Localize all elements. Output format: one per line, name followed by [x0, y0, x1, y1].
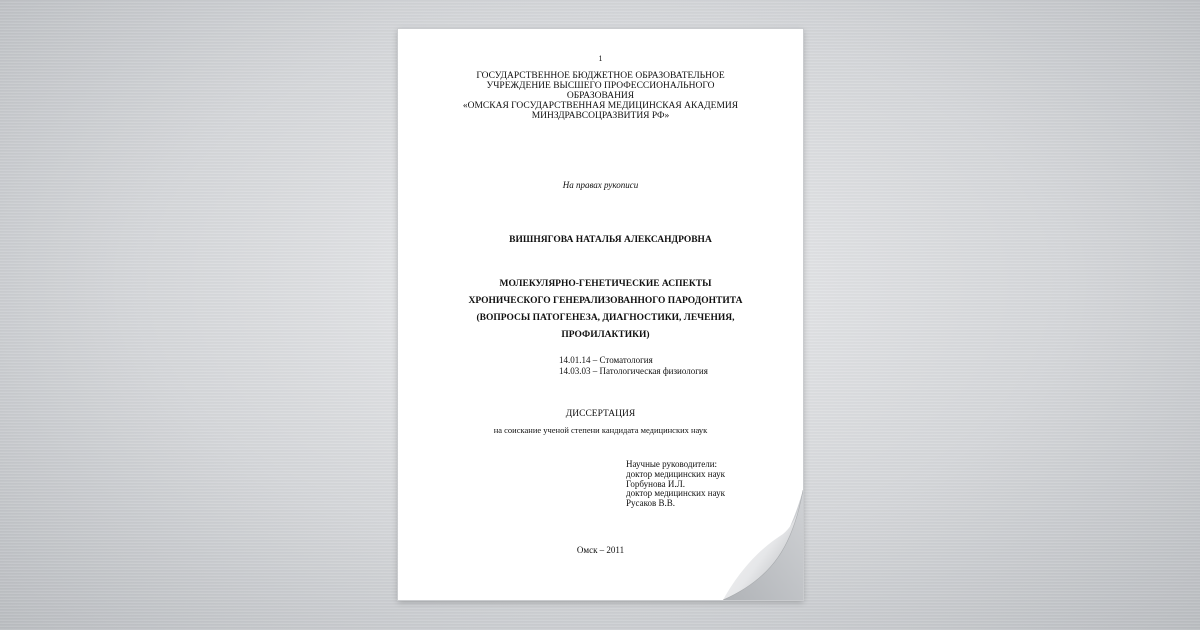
supervisor-1-degree: доктор медицинских наук	[626, 468, 725, 479]
specialty-2: 14.03.03 – Патологическая физиология	[559, 366, 708, 376]
title-line-1: МОЛЕКУЛЯРНО-ГЕНЕТИЧЕСКИЕ АСПЕКТЫ	[499, 279, 712, 289]
institution-line-2: УЧРЕЖДЕНИЕ ВЫСШЕГО ПРОФЕССИОНАЛЬНОГО	[486, 81, 715, 91]
title-line-2: ХРОНИЧЕСКОГО ГЕНЕРАЛИЗОВАННОГО ПАРОДОНТИТА	[468, 296, 743, 306]
author-name: ВИШНЯГОВА НАТАЛЬЯ АЛЕКСАНДРОВНА	[509, 235, 712, 245]
page-curl-icon	[723, 490, 803, 600]
supervisor-2-name: Русаков В.В.	[626, 498, 676, 509]
supervisor-1-name: Горбунова И.Л.	[626, 478, 685, 489]
page-number: 1	[598, 54, 603, 63]
institution-line-3: ОБРАЗОВАНИЯ	[566, 91, 635, 101]
institution-line-4: «ОМСКАЯ ГОСУДАРСТВЕННАЯ МЕДИЦИНСКАЯ АКАДЕМИЯ	[462, 101, 739, 111]
supervisor-2-degree: доктор медицинских наук	[626, 488, 725, 499]
document-page	[398, 29, 803, 600]
specialty-1: 14.01.14 – Стоматология	[559, 355, 653, 365]
institution-line-1: ГОСУДАРСТВЕННОЕ БЮДЖЕТНОЕ ОБРАЗОВАТЕЛЬНОЕ	[476, 71, 725, 81]
doc-type: ДИССЕРТАЦИЯ	[565, 409, 636, 419]
manuscript-note: На правах рукописи	[562, 180, 639, 190]
institution-line-5: МИНЗДРАВСОЦРАЗВИТИЯ РФ»	[531, 111, 670, 121]
title-line-3: (ВОПРОСЫ ПАТОГЕНЕЗА, ДИАГНОСТИКИ, ЛЕЧЕНИЯ,	[476, 313, 735, 323]
supervisors-label: Научные руководители:	[626, 459, 718, 469]
title-line-4: ПРОФИЛАКТИКИ)	[561, 330, 650, 340]
city-year: Омск – 2011	[576, 545, 625, 555]
supervisors-block	[626, 460, 725, 509]
degree-line: на соискание ученой степени кандидата медицинских наук	[493, 425, 708, 435]
